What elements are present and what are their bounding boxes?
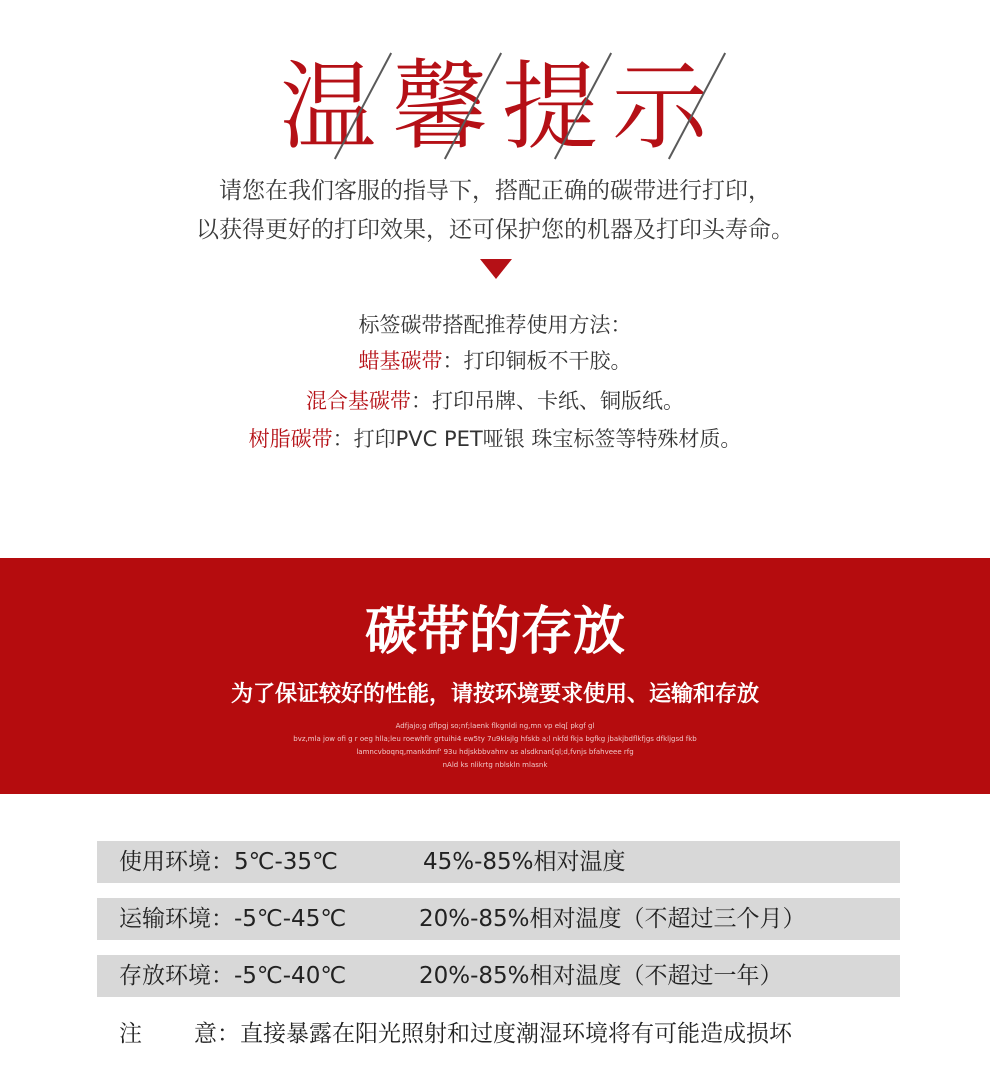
tip-title xyxy=(250,52,740,162)
ribbon-type-desc: ：打印铜板不干胶。 xyxy=(442,349,632,373)
filler-text-line: bvz,mla jow ofi g r oeg hlla;leu roewhflr grtuihi4 ew5ty 7u9klsjlg hfskb a;l nkfd fkja bgfkg jbakjbdflkfjgs dfkljgsd fkb xyxy=(293,735,697,743)
note-text: ：直接暴露在阳光照射和过度潮湿环境将有可能造成损坏 xyxy=(217,1021,792,1047)
environment-row-use xyxy=(97,841,900,883)
note-label: 意 xyxy=(194,1021,217,1047)
ribbon-type-name: 蜡基碳带 xyxy=(358,349,443,373)
intro-line: 请您在我们客服的指导下，搭配正确的碳带进行打印， xyxy=(219,178,771,204)
method-item xyxy=(0,346,990,376)
environment-label: 使用环境：5℃-35℃ xyxy=(119,849,338,875)
environment-humidity: 20%-85%相对温度（不超过三个月） xyxy=(419,906,806,932)
storage-note xyxy=(119,1014,792,1054)
environment-row-transport xyxy=(97,898,900,940)
tip-title-char: 温 xyxy=(280,51,376,163)
filler-text-line: Adfjajo;g dflpgj so;nf;laenk flkgnldi ng,mn vp elq[ pkgf gl xyxy=(395,722,595,730)
tip-title-char: 提 xyxy=(502,51,598,163)
down-triangle-icon xyxy=(480,259,512,279)
ribbon-type-name: 混合基碳带 xyxy=(306,389,411,413)
storage-subtitle: 为了保证较好的性能，请按环境要求使用、运输和存放 xyxy=(230,682,759,707)
filler-text-line: nAld ks nlikrtg nblskln mlasnk xyxy=(442,761,548,769)
note-label: 注 xyxy=(119,1021,142,1047)
environment-label: 存放环境：-5℃-40℃ xyxy=(119,963,347,989)
filler-text-line: lamncvboqnq,mankdmf' 93u hdjskbbvahnv as alsdknan[ql;d,fvnjs bfahveee rfg xyxy=(356,748,634,756)
tip-title-char: 示 xyxy=(612,51,708,163)
environment-label: 运输环境：-5℃-45℃ xyxy=(119,906,347,932)
tip-title-char: 馨 xyxy=(392,51,488,163)
method-item xyxy=(0,424,990,454)
ribbon-type-name: 树脂碳带 xyxy=(248,427,333,451)
method-heading: 标签碳带搭配推荐使用方法： xyxy=(358,313,632,337)
intro-line: 以获得更好的打印效果，还可保护您的机器及打印头寿命。 xyxy=(196,217,794,243)
environment-humidity: 20%-85%相对温度（不超过一年） xyxy=(419,963,783,989)
method-item xyxy=(0,386,990,416)
environment-humidity: 45%-85%相对温度 xyxy=(423,849,626,875)
ribbon-type-desc: ：打印吊牌、卡纸、铜版纸。 xyxy=(411,389,684,413)
storage-title: 碳带的存放 xyxy=(364,602,625,662)
ribbon-type-desc: ：打印PVC PET哑银 珠宝标签等特殊材质。 xyxy=(332,427,742,451)
environment-row-storage xyxy=(97,955,900,997)
